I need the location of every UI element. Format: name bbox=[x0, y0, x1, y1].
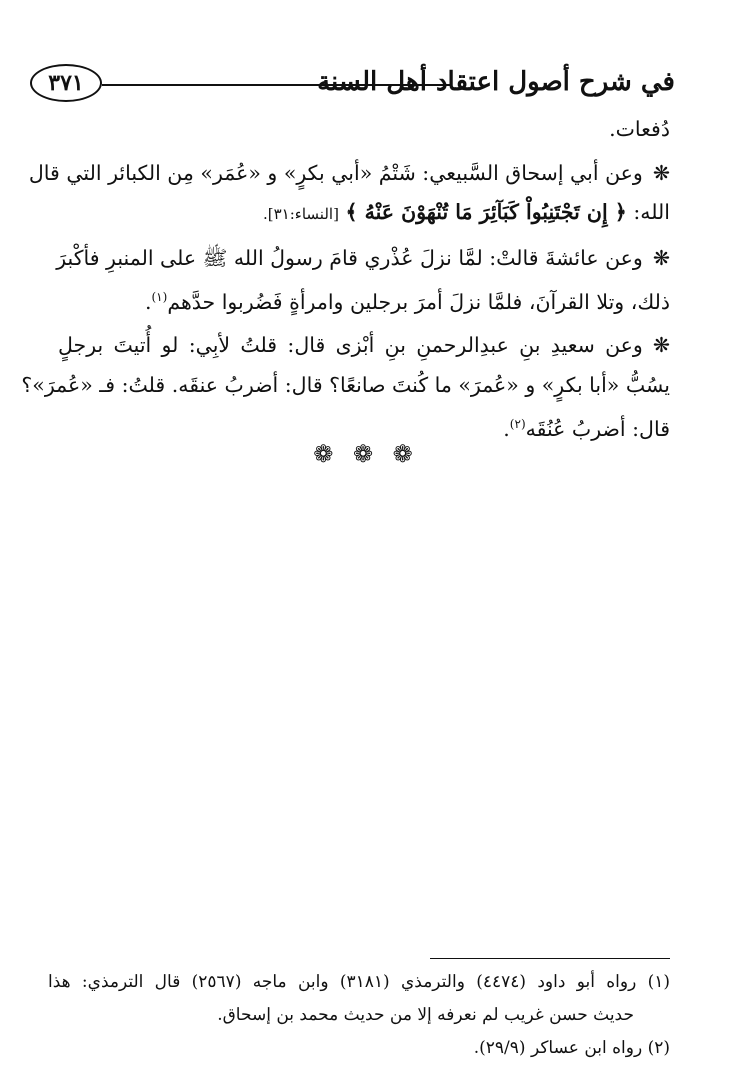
main-text bbox=[21, 110, 670, 454]
text-line bbox=[58, 326, 670, 366]
paragraph-said bbox=[21, 326, 670, 449]
footnote-marker: (١) bbox=[151, 290, 168, 304]
page-number: ٣٧١ bbox=[48, 70, 84, 96]
text-line bbox=[58, 193, 670, 235]
footnote-marker: (٢) bbox=[509, 417, 526, 432]
text-line-content: الله: bbox=[633, 200, 670, 224]
star-bullet-icon: ❋ bbox=[652, 333, 670, 358]
header-title: في شرح أصول اعتقاد أهل السنة bbox=[317, 67, 675, 97]
text-line: قال: أضربُ عُنُقَه$^{(٢)}$. bbox=[503, 417, 670, 442]
paragraph-aisha bbox=[58, 239, 670, 323]
header-rule bbox=[102, 84, 452, 86]
text-line: ذلك، وتلا القرآنَ، فلمَّا نزلَ أمرَ برجلين وامرأةٍ فَضُربوا حدَّهم$^{(١)}$. bbox=[144, 289, 670, 314]
quran-verse: ﴿ إِن تَجْتَنِبُواْ كَبَآئِرَ مَا تُنْهَوْنَ عَنْهُ ﴾ bbox=[345, 200, 627, 224]
footnotes bbox=[48, 966, 670, 1065]
star-bullet-icon: ❋ bbox=[652, 160, 670, 185]
footnote-line: (٢) رواه ابن عساكر (٢٩/٩). bbox=[473, 1038, 670, 1058]
text-line: يسُبُّ «أبا بكرٍ» و «عُمرَ» ما كُنتَ صانعًا؟ قال: أضربُ عنقَه. قلتُ: فـ «عُمرَ»؟ bbox=[21, 372, 670, 397]
text-line bbox=[58, 239, 670, 279]
text-line-content: ذلك، وتلا القرآنَ، فلمَّا نزلَ أمرَ برجلين وامرأةٍ فَضُربوا حدَّهم bbox=[167, 289, 670, 314]
star-bullet-icon: ❋ bbox=[652, 245, 670, 270]
text-line-content: قال: أضربُ عُنُقَه bbox=[525, 417, 670, 442]
paragraph-1-end bbox=[58, 110, 670, 150]
text-line: دُفعات. bbox=[609, 117, 670, 141]
text-line-content: وعن أبي إسحاق السَّبيعي: شَتْمُ «أبي بكرٍ» و «عُمَر» مِن الكبائر التي قال bbox=[28, 160, 643, 185]
text-line bbox=[28, 154, 670, 194]
paragraph-abu-ishaq bbox=[28, 154, 670, 235]
running-header bbox=[30, 60, 675, 110]
verse-reference: [النساء:٣١]. bbox=[263, 205, 339, 223]
section-separator-icon: ❁ ❁ ❁ bbox=[313, 440, 419, 468]
footnote-line: (١) رواه أبو داود (٤٤٧٤) والترمذي (٣١٨١) وابن ماجه (٢٥٦٧) قال الترمذي: هذا bbox=[48, 972, 670, 992]
text-line-content: وعن سعيدِ بنِ عبدِالرحمنِ بنِ أبْزى قال: قلتُ لأبِي: لو أُتيتَ برجلٍ bbox=[58, 333, 643, 358]
footnote-rule bbox=[430, 958, 670, 959]
page-number-badge bbox=[30, 64, 102, 102]
footnote-line: حديث حسن غريب لم نعرفه إلا من حديث محمد بن إسحاق. bbox=[217, 1005, 634, 1025]
text-line-content: وعن عائشةَ قالتْ: لمَّا نزلَ عُذْري قامَ رسولُ الله ﷺ على المنبرِ فأكْبرَ bbox=[56, 245, 643, 270]
